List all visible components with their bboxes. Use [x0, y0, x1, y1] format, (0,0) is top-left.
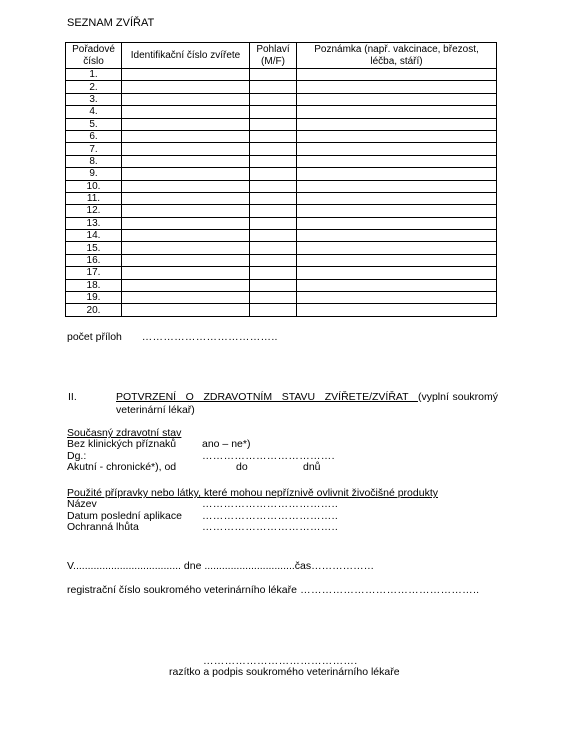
- animal-id-cell[interactable]: [122, 106, 250, 118]
- note-cell[interactable]: [297, 279, 497, 291]
- animal-id-cell[interactable]: [122, 81, 250, 93]
- note-cell[interactable]: [297, 267, 497, 279]
- row-number-cell: 20.: [66, 304, 122, 316]
- table-row: [66, 254, 497, 266]
- sex-cell[interactable]: [250, 304, 297, 316]
- sex-cell[interactable]: [250, 130, 297, 142]
- note-cell[interactable]: [297, 304, 497, 316]
- animal-id-cell[interactable]: [122, 93, 250, 105]
- row-number-cell: 13.: [66, 217, 122, 229]
- note-cell[interactable]: [297, 118, 497, 130]
- note-cell[interactable]: [297, 143, 497, 155]
- place-date-line: [67, 560, 374, 572]
- preparations-heading: Použité přípravky nebo látky, které mohou nepříznivě ovlivnit živočišné produkty: [67, 487, 438, 499]
- place-field[interactable]: V.....................................: [67, 560, 181, 572]
- note-cell[interactable]: [297, 130, 497, 142]
- acute-label: Akutní - chronické*), od: [67, 461, 177, 473]
- note-cell[interactable]: [297, 205, 497, 217]
- row-number-cell: 19.: [66, 292, 122, 304]
- sex-cell[interactable]: [250, 81, 297, 93]
- table-header-row: [66, 43, 497, 69]
- note-cell[interactable]: [297, 242, 497, 254]
- animal-id-cell[interactable]: [122, 168, 250, 180]
- sex-cell[interactable]: [250, 205, 297, 217]
- table-row: [66, 143, 497, 155]
- sex-cell[interactable]: [250, 279, 297, 291]
- table-row: [66, 267, 497, 279]
- table-row: [66, 230, 497, 242]
- health-heading: Současný zdravotní stav: [67, 427, 182, 439]
- note-cell[interactable]: [297, 192, 497, 204]
- attachments-field[interactable]: ………………………………..: [141, 331, 278, 343]
- table-row: [66, 192, 497, 204]
- preparation-name-label: Název: [67, 498, 97, 510]
- sex-cell[interactable]: [250, 93, 297, 105]
- sex-cell[interactable]: [250, 242, 297, 254]
- note-cell[interactable]: [297, 292, 497, 304]
- animal-id-cell[interactable]: [122, 155, 250, 167]
- table-row: [66, 242, 497, 254]
- row-number-cell: 11.: [66, 192, 122, 204]
- date-field[interactable]: dne ...............................: [180, 560, 295, 572]
- time-field[interactable]: čas………………: [294, 560, 375, 572]
- row-number-cell: 10.: [66, 180, 122, 192]
- row-number-cell: 18.: [66, 279, 122, 291]
- table-row: [66, 292, 497, 304]
- sex-cell[interactable]: [250, 69, 297, 81]
- row-number-cell: 14.: [66, 230, 122, 242]
- sex-cell[interactable]: [250, 180, 297, 192]
- sex-cell[interactable]: [250, 168, 297, 180]
- header-order-number: Pořadové číslo: [66, 43, 122, 69]
- animal-id-cell[interactable]: [122, 230, 250, 242]
- sex-cell[interactable]: [250, 155, 297, 167]
- row-number-cell: 17.: [66, 267, 122, 279]
- note-cell[interactable]: [297, 230, 497, 242]
- table-row: [66, 130, 497, 142]
- animal-id-cell[interactable]: [122, 192, 250, 204]
- section2-title-note2: veterinární lékař): [116, 404, 195, 416]
- note-cell[interactable]: [297, 106, 497, 118]
- list-title: SEZNAM ZVÍŘAT: [67, 17, 155, 29]
- registration-field[interactable]: …………………………………………..: [296, 584, 480, 596]
- attachments-label: počet příloh: [67, 331, 122, 343]
- table-row: [66, 81, 497, 93]
- table-row: [66, 180, 497, 192]
- row-number-cell: 2.: [66, 81, 122, 93]
- animal-id-cell[interactable]: [122, 205, 250, 217]
- animal-id-cell[interactable]: [122, 254, 250, 266]
- last-application-label: Datum poslední aplikace: [67, 510, 182, 522]
- animal-id-cell[interactable]: [122, 118, 250, 130]
- table-row: [66, 205, 497, 217]
- sex-cell[interactable]: [250, 143, 297, 155]
- row-number-cell: 8.: [66, 155, 122, 167]
- table-row: [66, 155, 497, 167]
- note-cell[interactable]: [297, 168, 497, 180]
- table-row: [66, 279, 497, 291]
- note-cell[interactable]: [297, 180, 497, 192]
- animal-id-cell[interactable]: [122, 217, 250, 229]
- dg-field[interactable]: ……………………………….: [202, 450, 335, 462]
- registration-label: registrační číslo soukromého veterinárního lékaře: [67, 584, 297, 596]
- row-number-cell: 15.: [66, 242, 122, 254]
- animal-id-cell[interactable]: [122, 292, 250, 304]
- table-row: [66, 304, 497, 316]
- row-number-cell: 6.: [66, 130, 122, 142]
- signature-label: razítko a podpis soukromého veterinárního lékaře: [169, 666, 400, 678]
- protection-period-field[interactable]: ………………………………..: [202, 521, 339, 533]
- registration-line: [67, 584, 479, 596]
- sex-cell[interactable]: [250, 254, 297, 266]
- animal-id-cell[interactable]: [122, 267, 250, 279]
- note-cell[interactable]: [297, 69, 497, 81]
- animal-id-cell[interactable]: [122, 143, 250, 155]
- table-row: [66, 93, 497, 105]
- signature-field[interactable]: …………………………………….: [203, 655, 358, 667]
- header-animal-id: Identifikační číslo zvířete: [122, 43, 250, 69]
- note-cell[interactable]: [297, 155, 497, 167]
- header-note: Poznámka (např. vakcinace, březost, léčba, stáří): [297, 43, 497, 69]
- note-cell[interactable]: [297, 217, 497, 229]
- row-number-cell: 9.: [66, 168, 122, 180]
- no-signs-label: Bez klinických příznaků: [67, 438, 177, 450]
- animal-list-table: [65, 42, 497, 317]
- row-number-cell: 16.: [66, 254, 122, 266]
- protection-period-label: Ochranná lhůta: [67, 521, 139, 533]
- note-cell[interactable]: [297, 81, 497, 93]
- sex-cell[interactable]: [250, 267, 297, 279]
- row-number-cell: 5.: [66, 118, 122, 130]
- animal-id-cell[interactable]: [122, 279, 250, 291]
- section2-number: II.: [68, 391, 77, 403]
- acute-dnu: dnů: [303, 461, 321, 473]
- sex-cell[interactable]: [250, 217, 297, 229]
- animal-id-cell[interactable]: [122, 242, 250, 254]
- sex-cell[interactable]: [250, 192, 297, 204]
- note-cell[interactable]: [297, 93, 497, 105]
- row-number-cell: 4.: [66, 106, 122, 118]
- row-number-cell: 3.: [66, 93, 122, 105]
- acute-do: do: [236, 461, 248, 473]
- header-sex: Pohlaví (M/F): [250, 43, 297, 69]
- row-number-cell: 1.: [66, 69, 122, 81]
- animal-id-cell[interactable]: [122, 304, 250, 316]
- note-cell[interactable]: [297, 254, 497, 266]
- sex-cell[interactable]: [250, 118, 297, 130]
- sex-cell[interactable]: [250, 230, 297, 242]
- animal-id-cell[interactable]: [122, 130, 250, 142]
- preparation-name-field[interactable]: ………………………………..: [202, 498, 339, 510]
- table-row: [66, 106, 497, 118]
- animal-id-cell[interactable]: [122, 180, 250, 192]
- row-number-cell: 12.: [66, 205, 122, 217]
- dg-label: Dg.:: [67, 450, 87, 462]
- row-number-cell: 7.: [66, 143, 122, 155]
- section2-title-note: (vyplní soukromý: [417, 391, 499, 403]
- no-signs-value: ano – ne*): [202, 438, 251, 450]
- section2-title-line: [116, 391, 498, 403]
- attachments-line: [67, 331, 278, 343]
- section2-title: POTVRZENÍ O ZDRAVOTNÍM STAVU ZVÍŘETE/ZVÍŘAT: [116, 391, 418, 403]
- table-row: [66, 217, 497, 229]
- animal-id-cell[interactable]: [122, 69, 250, 81]
- table-row: [66, 168, 497, 180]
- sex-cell[interactable]: [250, 292, 297, 304]
- table-row: [66, 69, 497, 81]
- table-row: [66, 118, 497, 130]
- sex-cell[interactable]: [250, 106, 297, 118]
- last-application-field[interactable]: ………………………………..: [202, 510, 339, 522]
